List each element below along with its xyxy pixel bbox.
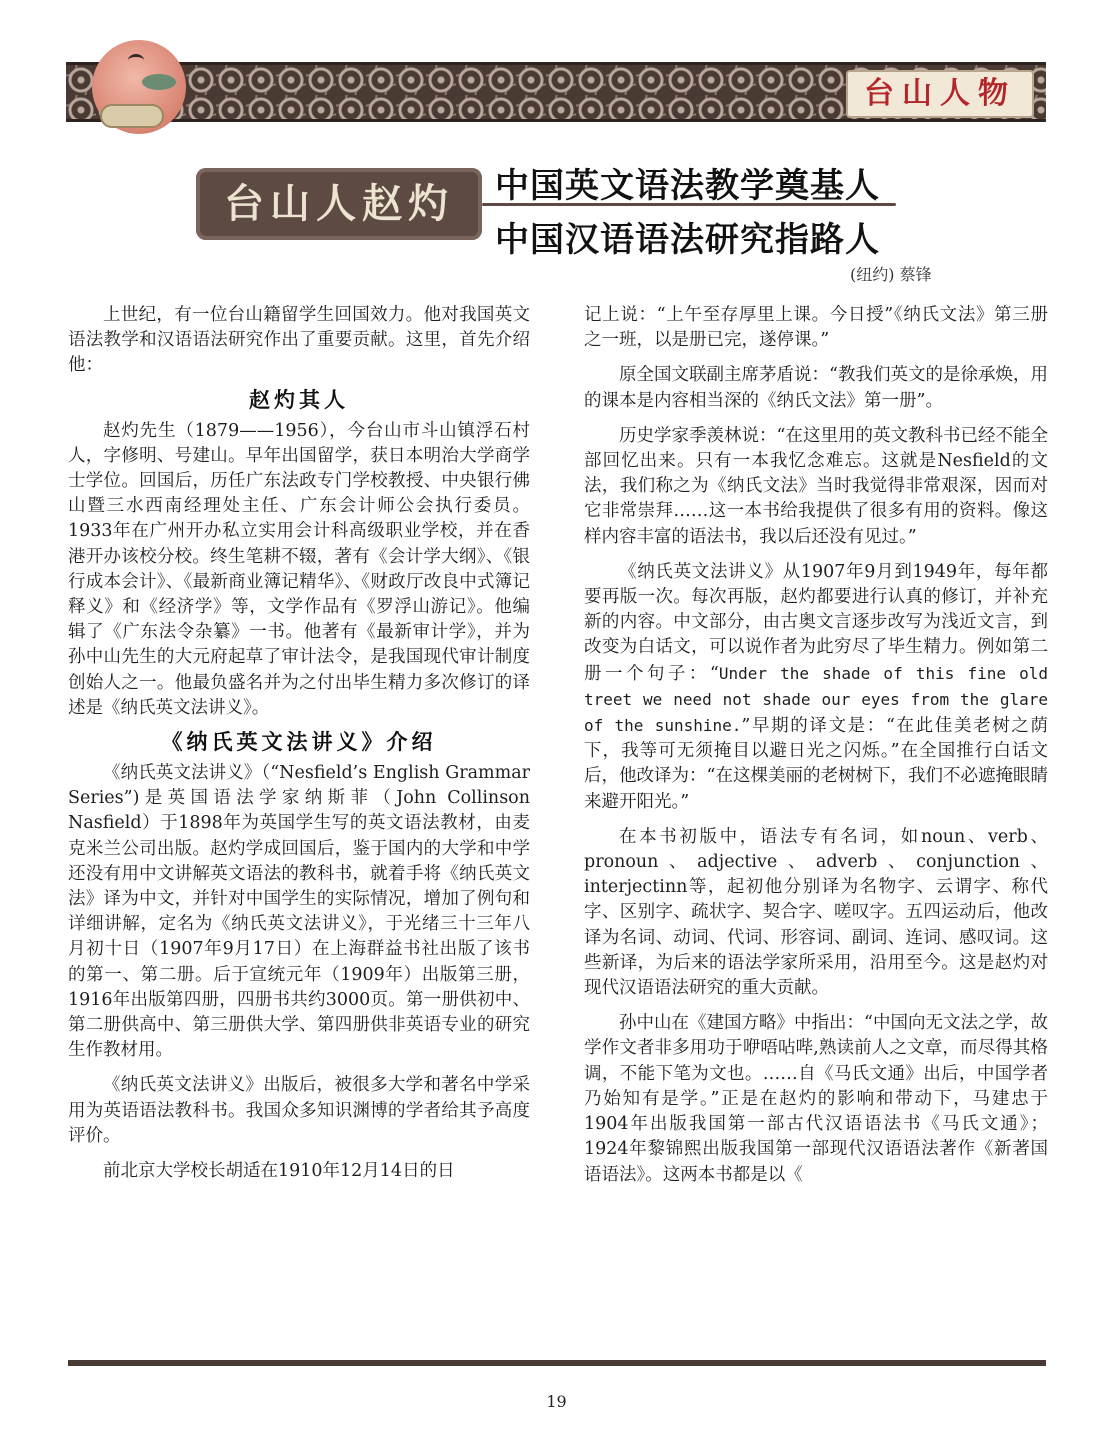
pine-icon	[142, 74, 176, 90]
left-column	[68, 303, 530, 1184]
headline-line-2: 中国汉语语法研究指路人	[495, 220, 880, 260]
page-number: 19	[546, 1392, 567, 1411]
crane-icon	[128, 54, 144, 67]
cloud-icon	[100, 104, 164, 128]
paragraph: 在本书初版中，语法专有名词，如noun、verb、pronoun、adjective、adverb、conjunction、interjectinn等，起初他分别译为名物字、云谓字、称代字、区别字、疏状字、契合字、嗟叹字。五四运动后，他改译为名词、动词、代词、形容词、副词、连词、感叹词。这些新译，为后来的语法学家所采用，沿用至今。这是赵灼对现代汉语语法研究的重大贡献。	[584, 826, 1048, 999]
paragraph: 《纳氏英文法讲义》出版后，被很多大学和著名中学采用为英语语法教科书。我国众多知识渊博的学者给其予高度评价。	[68, 1075, 530, 1146]
paragraph: 赵灼先生（1879——1956），今台山市斗山镇浮石村人，字修明、号建山。早年出国留学，获日本明治大学商学士学位。回国后，历任广东法政专门学校教授、中央银行佛山暨三水西南经理处主任、广东会计师公会执行委员。1933年在广州开办私立实用会计科高级职业学校，并在香港开办该校分校。终生笔耕不辍，著有《会计学大纲》、《银行成本会计》、《最新商业簿记精华》、《财政厅改良中式簿记释义》和《经济学》等，文学作品有《罗浮山游记》。他编辑了《广东法令杂纂》一书。他著有《最新审计学》，并为孙中山先生的大元府起草了审计法令，是我国现代审计制度创始人之一。他最负盛名并为之付出毕生精力多次修订的译述是《纳氏英文法讲义》。	[68, 420, 530, 718]
paragraph: 上世纪，有一位台山籍留学生回国效力。他对我国英文语法教学和汉语语法研究作出了重要贡献。这里，首先介绍他：	[68, 305, 530, 376]
english-quote: Under the shade of this fine old treet we need not shade our eyes from the glare of the sunshine.	[584, 663, 1049, 736]
crane-cloud-emblem-icon	[92, 40, 186, 134]
paragraph: 历史学家季羡林说：“在这里用的英文教科书已经不能全部回忆出来。只有一本我忆念难忘。这就是Nesfield的文法，我们称之为《纳氏文法》当时我觉得非常艰深，因而对它非常崇拜……这一本书给我提供了很多有用的资料。像这样内容丰富的语法书，我以后还没有见过。”	[584, 425, 1048, 547]
paragraph	[584, 560, 1048, 815]
paragraph: 孙中山在《建国方略》中指出：“中国向无文法之学，故学作文者非多用功于咿唔呫哔,熟读前人之文章，而尽得其格调，不能下笔为文也。……自《马氏文通》出后，中国学者乃始知有是学。”正是在赵灼的影响和带动下，马建忠于1904年出版我国第一部古代汉语语法书《马氏文通》；1924年黎锦熙出版我国第一部现代汉语语法著作《新著国语语法》。这两本书都是以《	[584, 1013, 1048, 1185]
paragraph: 前北京大学校长胡适在1910年12月14日的日	[103, 1161, 455, 1182]
section-heading: 赵灼其人	[249, 386, 349, 412]
right-column	[584, 303, 1048, 1188]
byline: (纽约) 蔡锋	[850, 265, 932, 284]
text-run: ”早期的译文是：“在此佳美老树之荫下，我等可无须掩目以避日光之闪烁。”在全国推行白话文后，他改译为：“在这棵美丽的老树树下，我们不必遮掩眼睛来避开阳光。”	[584, 716, 1048, 812]
header-banner	[66, 62, 1046, 122]
section-heading: 《纳氏英文法讲义》介绍	[161, 729, 437, 755]
paragraph: 记上说：“上午至存厚里上课。今日授”《纳氏文法》第三册之一班，以是册已完，遂停课。”	[584, 305, 1048, 351]
title-ribbon	[196, 168, 482, 240]
title-ribbon-text: 台山人赵灼	[224, 180, 454, 227]
footer-rule	[68, 1360, 1046, 1366]
text-run: 《纳氏英文法讲义》从1907年9月到1949年，每年都要再版一次。每次再版，赵灼都要进行认真的修订，并补充新的内容。中文部分，由古奥文言逐步改写为浅近文言，到改变为白话文，可以说作者为此穷尽了毕生精力。例如第二册一个句子：“	[584, 561, 1048, 684]
paragraph: 原全国文联副主席茅盾说：“教我们英文的是徐承焕，用的课本是内容相当深的《纳氏文法》第一册”。	[584, 365, 1048, 411]
headline-line-1: 中国英文语法教学奠基人	[495, 166, 880, 206]
section-label: 台山人物	[846, 70, 1034, 118]
paragraph: 《纳氏英文法讲义》（“Nesfield’s English Grammar Series”)是英国语法学家纳斯菲（John Collinson Nasfield）于1898年为英国学生写的英文语法教材，由麦克米兰公司出版。赵灼学成回国后，鉴于国内的大学和中学还没有用中文讲解英文语法的教科书，就着手将《纳氏英文法》译为中文，并针对中国学生的实际情况，增加了例句和详细讲解，定名为《纳氏英文法讲义》，于光绪三十三年八月初十日（1907年9月17日）在上海群益书社出版了该书的第一、第二册。后于宣统元年（1909年）出版第三册，1916年出版第四册，四册书共约3000页。第一册供初中、第二册供高中、第三册供大学、第四册供非英语专业的研究生作教材用。	[68, 763, 530, 1061]
